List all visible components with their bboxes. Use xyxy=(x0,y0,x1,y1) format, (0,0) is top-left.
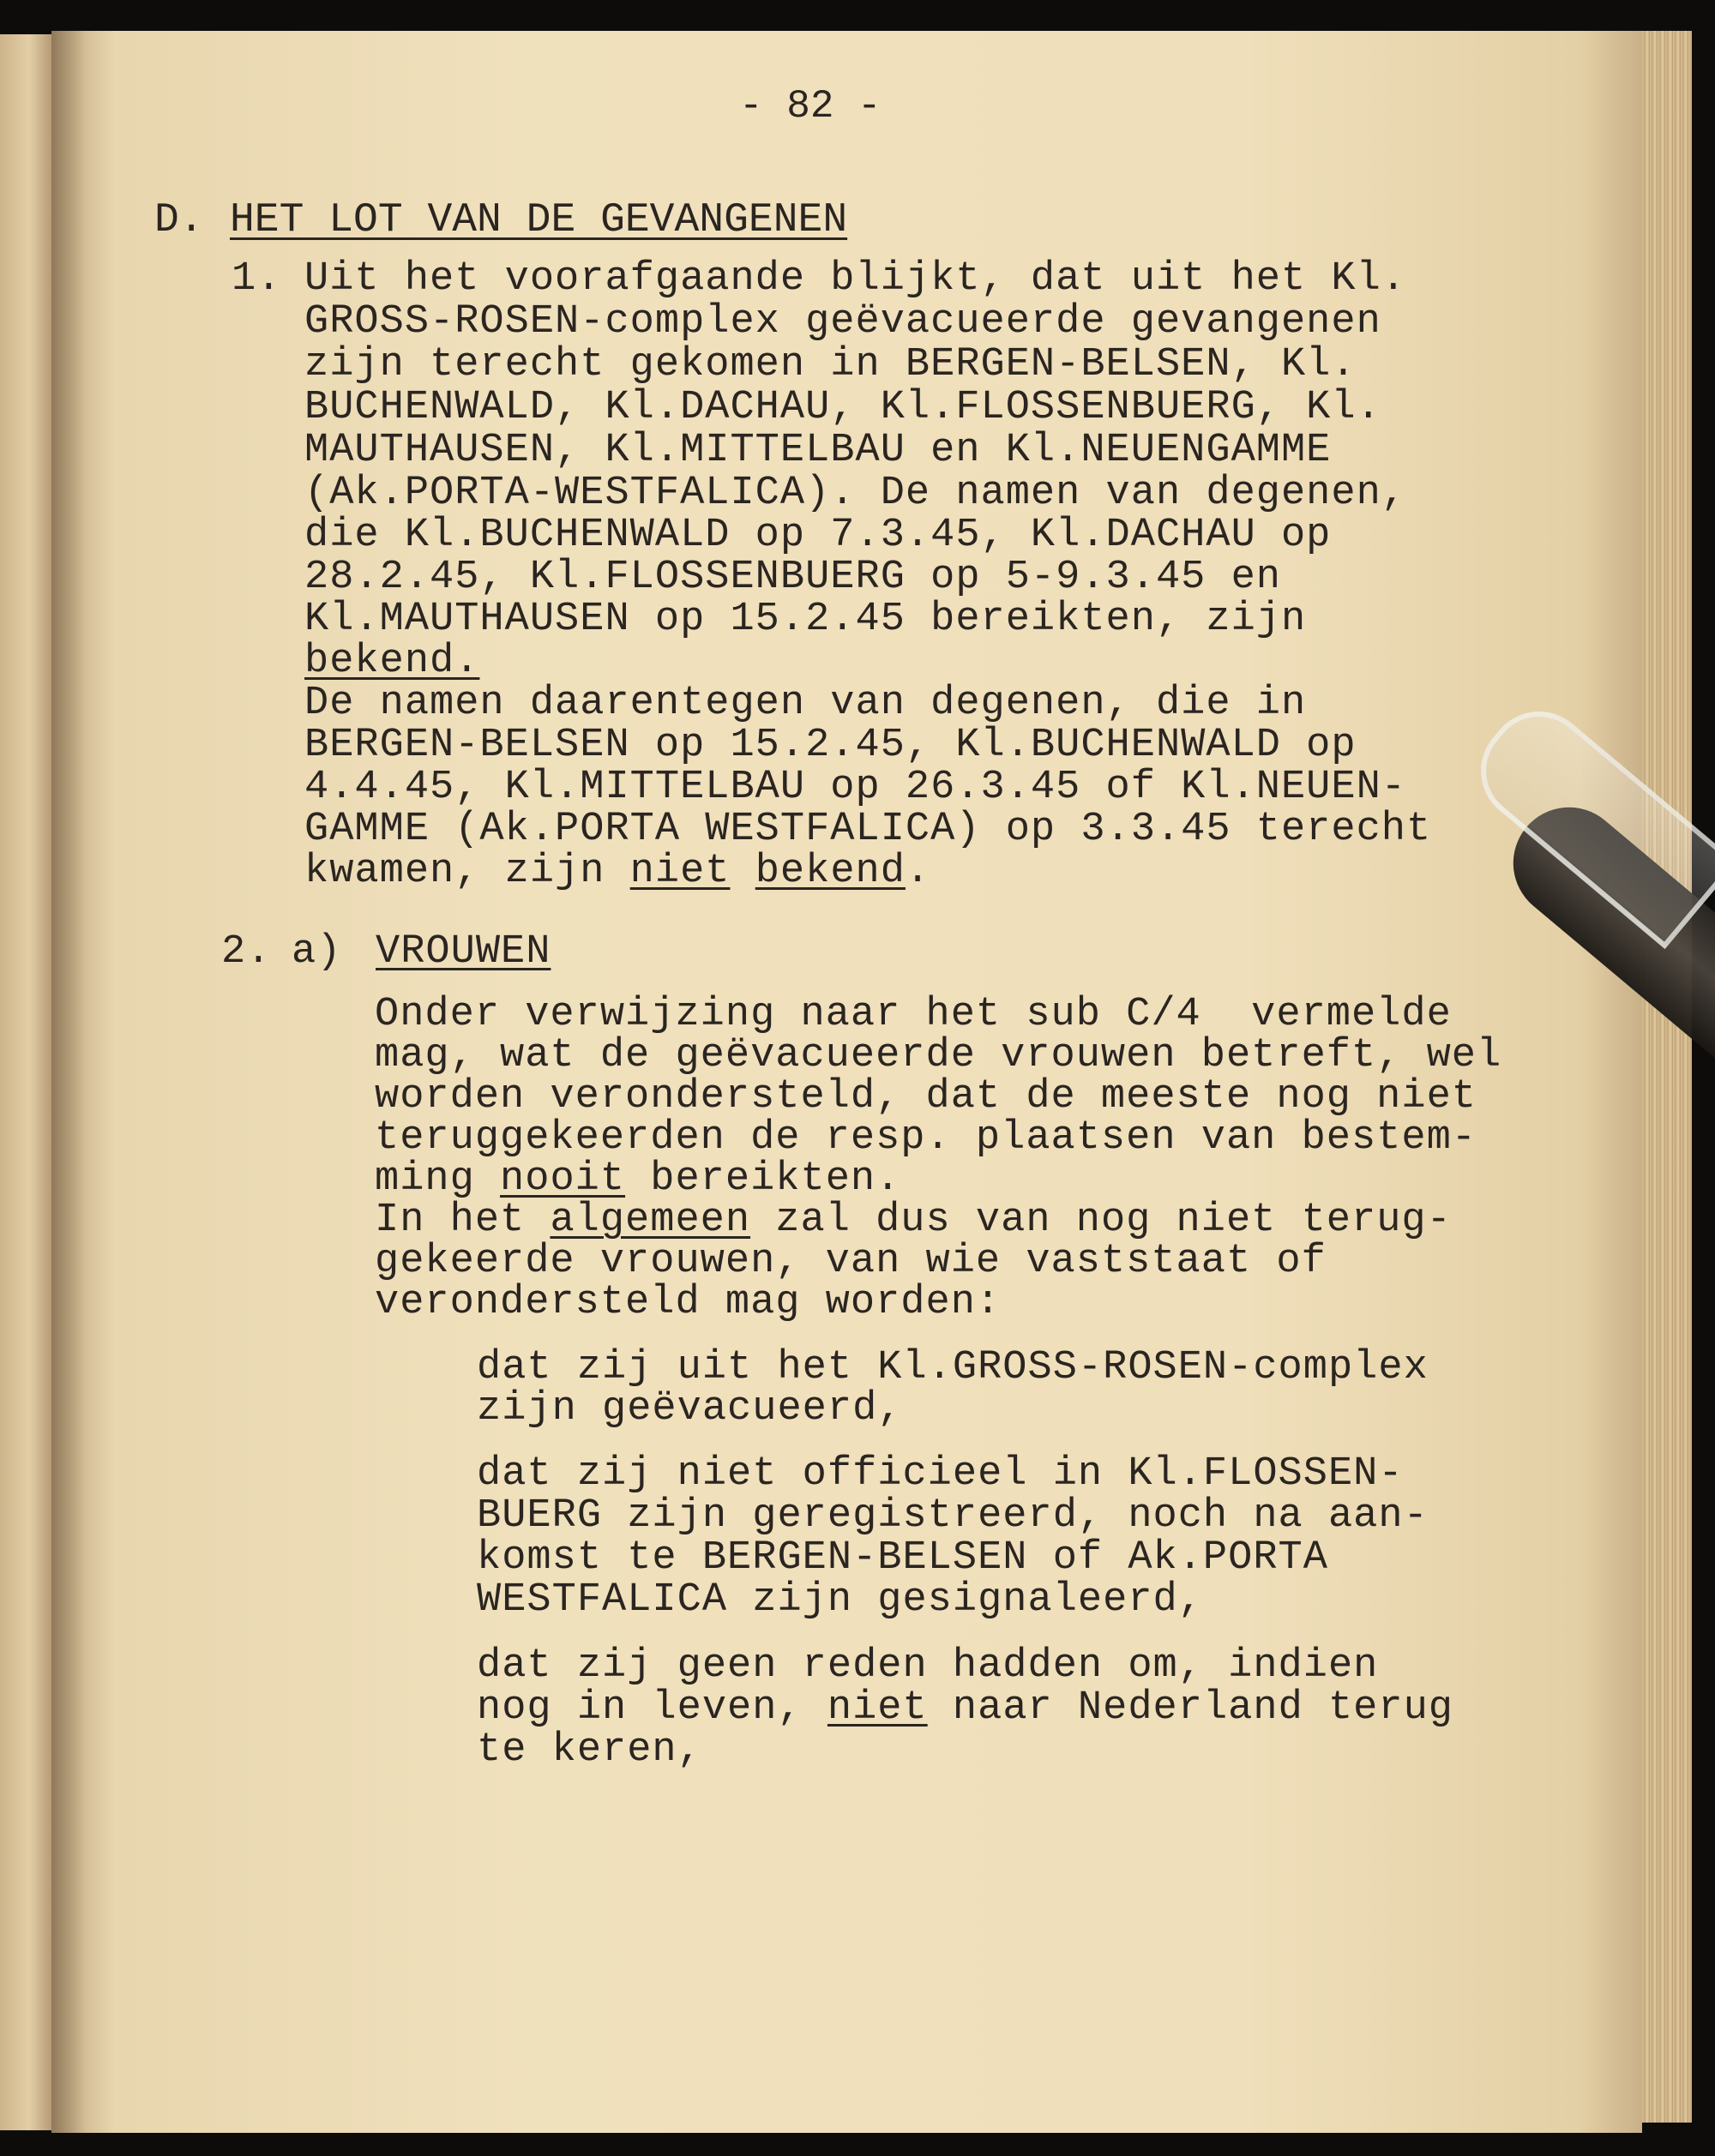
item-2-line: gekeerde vrouwen, van wie vaststaat of xyxy=(375,1239,1327,1284)
item-1-line: Uit het voorafgaande blijkt, dat uit het Kl. xyxy=(304,256,1407,302)
underlined-word: algemeen xyxy=(550,1198,751,1243)
item-1-line: GROSS-ROSEN-complex geëvacueerde gevangenen xyxy=(304,299,1381,345)
item-2-line: verondersteld mag worden: xyxy=(375,1280,1002,1325)
item-2-line-5 xyxy=(375,1156,901,1202)
item-1-line: BUCHENWALD, Kl.DACHAU, Kl.FLOSSENBUERG, Kl. xyxy=(304,385,1381,430)
item-1-line: die Kl.BUCHENWALD op 7.3.45, Kl.DACHAU op xyxy=(304,513,1332,558)
condition-1-line: dat zij uit het Kl.GROSS-ROSEN-complex xyxy=(477,1345,1429,1390)
item-1-line: (Ak.PORTA-WESTFALICA). De namen van degenen, xyxy=(304,471,1407,516)
text-fragment: bereikten. xyxy=(625,1156,901,1202)
facing-page-edge xyxy=(0,34,53,2130)
section-letter: D. xyxy=(154,197,204,243)
text-fragment: . xyxy=(905,849,931,894)
item-1-line: 28.2.45, Kl.FLOSSENBUERG op 5-9.3.45 en xyxy=(304,555,1281,600)
condition-2-line: WESTFALICA zijn gesignaleerd, xyxy=(477,1577,1203,1623)
binding-shadow xyxy=(51,31,86,2133)
page-number: - 82 - xyxy=(739,84,882,129)
item-1-line: zijn terecht gekomen in BERGEN-BELSEN, Kl. xyxy=(304,342,1357,387)
text-fragment: ming xyxy=(375,1156,501,1202)
underlined-word: bekend xyxy=(755,849,906,894)
text-fragment: zal dus van nog niet terug- xyxy=(750,1198,1452,1243)
item-2-line: worden verondersteld, dat de meeste nog niet xyxy=(375,1074,1477,1120)
condition-2-line: dat zij niet officieel in Kl.FLOSSEN- xyxy=(477,1451,1404,1497)
condition-3-line: dat zij geen reden hadden om, indien xyxy=(477,1643,1379,1689)
item-2-line: teruggekeerden de resp. plaatsen van bestem- xyxy=(375,1115,1477,1161)
item-2-subtitle: VROUWEN xyxy=(376,929,551,975)
condition-2-line: komst te BERGEN-BELSEN of Ak.PORTA xyxy=(477,1535,1328,1581)
item-1-line: MAUTHAUSEN, Kl.MITTELBAU en Kl.NEUENGAMME xyxy=(304,428,1332,473)
item-1-line: BERGEN-BELSEN op 15.2.45, Kl.BUCHENWALD op xyxy=(304,723,1357,768)
condition-3-line-2 xyxy=(477,1685,1453,1731)
item-1-number: 1. xyxy=(232,256,282,302)
item-1-line: bekend. xyxy=(304,639,480,684)
text-fragment: kwamen, zijn xyxy=(304,849,630,894)
text-fragment: In het xyxy=(375,1198,551,1243)
text-fragment: nog in leven, xyxy=(477,1685,827,1731)
underlined-word: nooit xyxy=(500,1156,626,1202)
item-1-line: Kl.MAUTHAUSEN op 15.2.45 bereikten, zijn xyxy=(304,597,1307,642)
section-title: HET LOT VAN DE GEVANGENEN xyxy=(230,197,848,243)
item-1-last-line xyxy=(304,851,930,892)
condition-3-line: te keren, xyxy=(477,1727,702,1773)
underlined-word: niet xyxy=(629,849,731,894)
page-block-edges xyxy=(1642,31,1692,2123)
item-2-line: Onder verwijzing naar het sub C/4 vermelde xyxy=(375,992,1452,1037)
item-2-line: mag, wat de geëvacueerde vrouwen betreft, wel xyxy=(375,1033,1502,1078)
item-2-sub-label: a) xyxy=(292,929,342,975)
item-2-number: 2. xyxy=(221,929,272,975)
text-fragment: naar Nederland terug xyxy=(927,1685,1453,1731)
condition-1-line: zijn geëvacueerd, xyxy=(477,1386,903,1432)
item-1-line: 4.4.45, Kl.MITTELBAU op 26.3.45 of Kl.NEUEN- xyxy=(304,765,1407,810)
text-fragment xyxy=(731,849,755,894)
item-2-line-6 xyxy=(375,1200,1452,1241)
underlined-word: niet xyxy=(827,1685,928,1731)
condition-2-line: BUERG zijn geregistreerd, noch na aan- xyxy=(477,1493,1429,1539)
item-1-line: GAMME (Ak.PORTA WESTFALICA) op 3.3.45 terecht xyxy=(304,807,1432,852)
item-1-line: De namen daarentegen van degenen, die in xyxy=(304,681,1307,726)
